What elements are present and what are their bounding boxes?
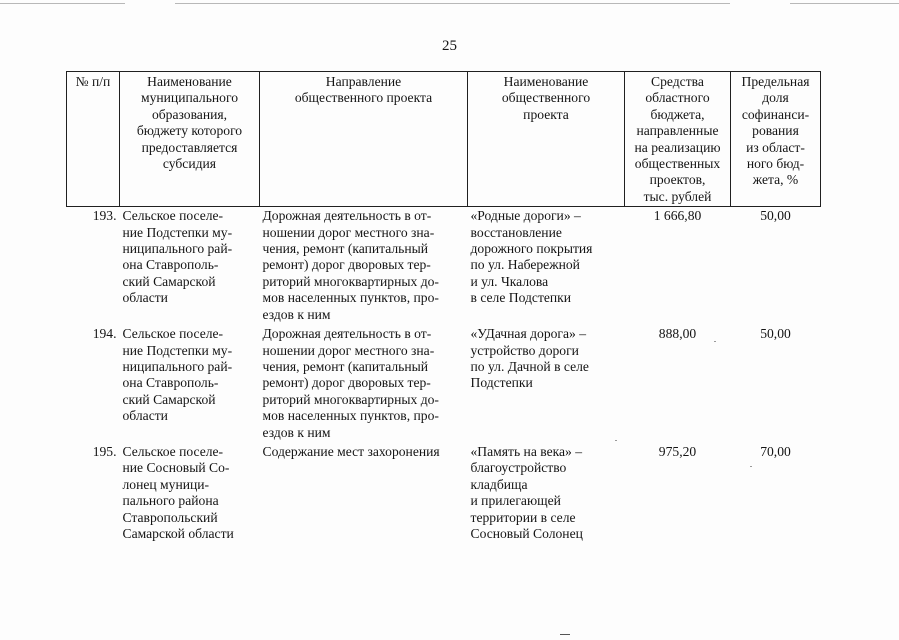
scan-speck	[750, 466, 752, 467]
share-cell: 50,00	[760, 326, 791, 342]
header-project-name: Наименование общественного проекта	[468, 72, 625, 207]
row-number: 195.	[92, 443, 117, 459]
direction-cell: Дорожная деятельность в от- ношении дорог местного зна- чения, ремонт (капитальный ремонт) дорог дворовых тер- риторий многоквартирных до- мов населенных пунктов, про- ездов к ним	[262, 208, 439, 322]
project-cell: «Память на века» – благоустройство кладбища и прилегающей территории в селе Сосновый Солонец	[470, 443, 583, 541]
funds-cell: 888,00	[658, 326, 697, 342]
top-edge-line	[175, 3, 730, 4]
row-number: 193.	[92, 208, 117, 224]
share-cell: 70,00	[760, 443, 791, 459]
scan-speck	[615, 440, 617, 441]
share-cell: 50,00	[760, 208, 791, 224]
funds-cell: 975,20	[658, 443, 697, 459]
municipality-cell: Сельское поселе- ние Подстепки му- ниципального рай- она Ставрополь- ский Самарской области	[122, 208, 233, 306]
top-edge-line	[790, 3, 899, 4]
top-edge-line	[0, 3, 125, 4]
project-cell: «Родные дороги» – восстановление дорожного покрытия по ул. Набережной и ул. Чкалова в селе Подстепки	[470, 208, 593, 306]
header-municipality: Наименование муниципального образования, бюджету которого предоставляется субсидия	[120, 72, 260, 207]
page-number: 25	[442, 38, 457, 54]
table-row	[67, 207, 821, 325]
table-row	[67, 325, 821, 443]
scan-mark	[560, 634, 570, 635]
header-budget-funds: Средства областного бюджета, направленные на реализацию общественных проектов, тыс. рублей	[625, 72, 731, 207]
funds-cell: 1 666,80	[653, 208, 702, 224]
header-number: № п/п	[67, 72, 120, 207]
header-project-direction: Направление общественного проекта	[260, 72, 468, 207]
table-row	[67, 443, 821, 544]
direction-cell: Содержание мест захоронения	[262, 443, 440, 459]
subsidy-table	[66, 71, 821, 544]
municipality-cell: Сельское поселе- ние Сосновый Со- лонец муници- пального района Ставропольский Самарской области	[122, 443, 234, 541]
municipality-cell: Сельское поселе- ние Подстепки му- ниципального рай- она Ставрополь- ский Самарской области	[122, 326, 233, 424]
row-number: 194.	[92, 326, 117, 342]
direction-cell: Дорожная деятельность в от- ношении дорог местного зна- чения, ремонт (капитальный ремонт) дорог дворовых тер- риторий многоквартирных до- мов населенных пунктов, про- ездов к ним	[262, 326, 439, 440]
header-cofinancing-share: Предельная доля софинанси- рования из област- ного бюд- жета, %	[731, 72, 821, 207]
project-cell: «УДачная дорога» – устройство дороги по ул. Дачной в селе Подстепки	[470, 326, 589, 391]
table-header-row	[67, 72, 821, 207]
scan-speck	[714, 341, 716, 342]
